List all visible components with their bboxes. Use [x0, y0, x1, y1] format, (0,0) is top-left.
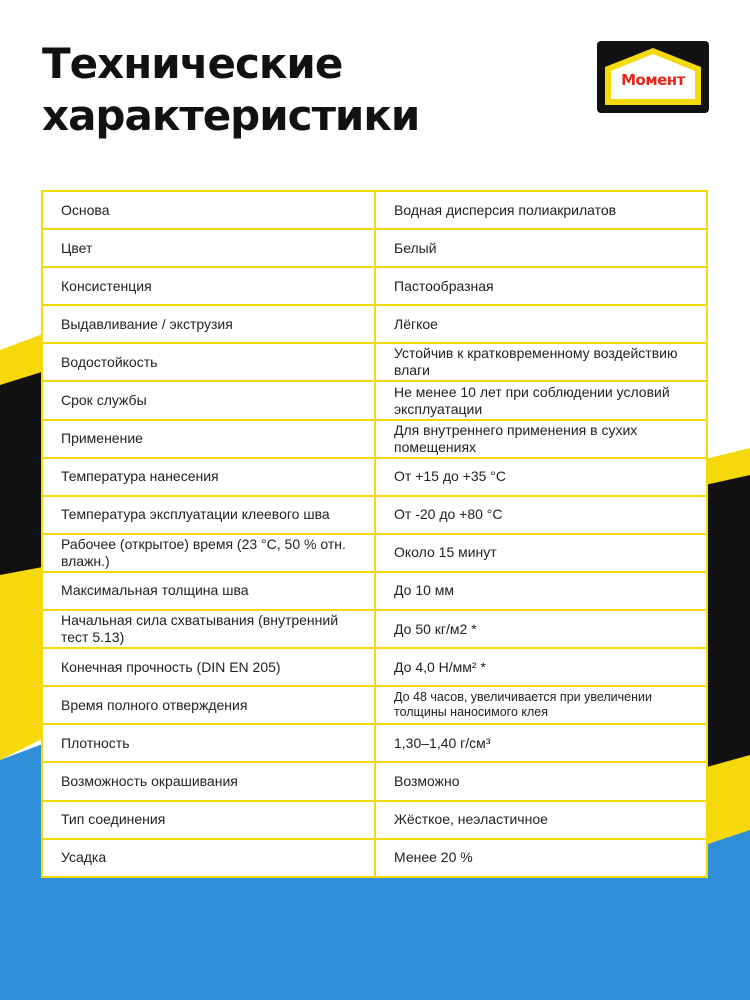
spec-value: Не менее 10 лет при соблюдении условий эксплуатации: [375, 381, 707, 419]
spec-value: Лёгкое: [375, 305, 707, 343]
spec-value: Около 15 минут: [375, 534, 707, 572]
table-row: [42, 343, 707, 381]
spec-label: Максимальная толщина шва: [42, 572, 375, 610]
table-row: [42, 534, 707, 572]
spec-label: Конечная прочность (DIN EN 205): [42, 648, 375, 686]
table-row: [42, 191, 707, 229]
table-row: [42, 458, 707, 496]
spec-label: Плотность: [42, 724, 375, 762]
page-title: [42, 38, 419, 142]
spec-label: Начальная сила схватывания (внутренний тест 5.13): [42, 610, 375, 648]
spec-label: Консистенция: [42, 267, 375, 305]
spec-label: Выдавливание / экструзия: [42, 305, 375, 343]
spec-label: Водостойкость: [42, 343, 375, 381]
spec-label: Усадка: [42, 839, 375, 877]
spec-label: Температура эксплуатации клеевого шва: [42, 496, 375, 534]
spec-value: Устойчив к кратковременному воздействию влаги: [375, 343, 707, 381]
spec-label: Возможность окрашивания: [42, 762, 375, 800]
spec-label: Цвет: [42, 229, 375, 267]
table-row: [42, 420, 707, 458]
spec-label: Рабочее (открытое) время (23 °С, 50 % отн. влажн.): [42, 534, 375, 572]
spec-label: Тип соединения: [42, 801, 375, 839]
spec-value: Водная дисперсия полиакрилатов: [375, 191, 707, 229]
spec-value: До 50 кг/м2 *: [375, 610, 707, 648]
table-row: [42, 839, 707, 877]
table-row: [42, 686, 707, 724]
spec-value: До 10 мм: [375, 572, 707, 610]
spec-label: Применение: [42, 420, 375, 458]
table-row: [42, 267, 707, 305]
table-row: [42, 610, 707, 648]
specs-table: [41, 190, 708, 878]
title-line-2: характеристики: [42, 91, 420, 140]
table-row: [42, 648, 707, 686]
spec-value: 1,30–1,40 г/см³: [375, 724, 707, 762]
spec-value: До 48 часов, увеличивается при увеличении толщины наносимого клея: [375, 686, 707, 724]
table-row: [42, 229, 707, 267]
table-row: [42, 305, 707, 343]
table-row: [42, 572, 707, 610]
spec-value: Пастообразная: [375, 267, 707, 305]
spec-value: От +15 до +35 °С: [375, 458, 707, 496]
spec-value: Для внутреннего применения в сухих помещениях: [375, 420, 707, 458]
table-row: [42, 496, 707, 534]
spec-value: Возможно: [375, 762, 707, 800]
spec-value: Жёсткое, неэластичное: [375, 801, 707, 839]
table-row: [42, 381, 707, 419]
spec-label: Срок службы: [42, 381, 375, 419]
brand-logo: [597, 41, 709, 113]
spec-label: Основа: [42, 191, 375, 229]
spec-value: До 4,0 Н/мм² *: [375, 648, 707, 686]
table-row: [42, 724, 707, 762]
spec-value: Менее 20 %: [375, 839, 707, 877]
table-row: [42, 801, 707, 839]
spec-value: От -20 до +80 °С: [375, 496, 707, 534]
brand-name: Момент: [621, 71, 685, 89]
spec-value: Белый: [375, 229, 707, 267]
spec-label: Температура нанесения: [42, 458, 375, 496]
title-line-1: Технические: [42, 39, 343, 88]
table-row: [42, 762, 707, 800]
spec-label: Время полного отверждения: [42, 686, 375, 724]
